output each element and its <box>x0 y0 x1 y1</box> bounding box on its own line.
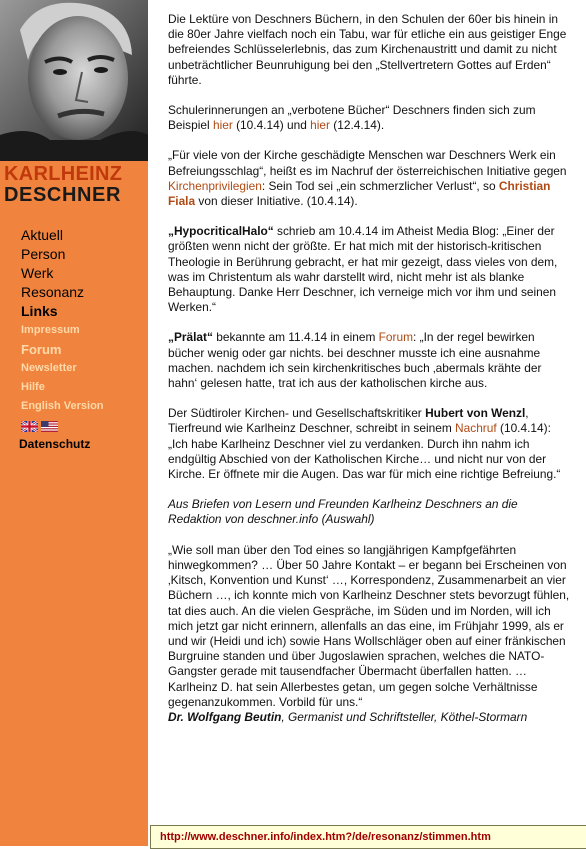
paragraph-wenzl <box>168 406 572 482</box>
paragraph-intro: Die Lektüre von Deschners Büchern, in den Schulen der 60er bis hinein in die 80er Jahre vielfach noch ein Tabu, war für etliche ein aus geistiger Enge befreiendes Schlüsselerlebnis, das zum Kirchenaustritt und damit zu nicht unbeträchtlicher Beunruhigung bei den „Stellvertretern Gottes auf Erden“ führte. <box>168 12 567 87</box>
section-heading-letters: Aus Briefen von Lesern und Freunden Karlheinz Deschners an die Redaktion von deschner.info (Auswahl) <box>168 497 518 527</box>
author-name: „Prälat“ <box>168 330 213 345</box>
text: schrieb am 10.4.14 im Atheist Media Blog: „Einer der größten wenn nicht der größte. Er hat mich mit der historisch-kritischen Theologie in Berührung gebracht, er hat mir gezeigt, dass vieles von dem, was im Christentum als wahr darstellt wird, nicht mehr ist als blanke Behauptung. Danke Herr Deschner, ich verneige mich vor ihm und seinen Werken.“ <box>168 224 558 315</box>
paragraph-kirchenprivilegien <box>168 148 572 209</box>
site-logo[interactable] <box>4 164 144 206</box>
link-forum[interactable]: Forum <box>378 330 414 345</box>
link-kirchenprivilegien[interactable]: Kirchenprivilegien <box>168 178 262 193</box>
text: (10.4.14): „Ich habe Karlheinz Deschner viel zu verdanken. Durch ihn nahm ich endgültig Abschied von der Katholischen Kirche… und nicht nur von der Kirche. Er öffnete mir die Augen. Das war für mich eine richtige Befreiung.“ <box>168 421 561 482</box>
text: Der Südtiroler Kirchen- und Gesellschaftskritiker <box>168 406 426 421</box>
status-url: http://www.deschner.info/index.htm?/de/resonanz/stimmen.htm <box>160 831 491 843</box>
link-url-tooltip <box>150 825 586 849</box>
us-flag-icon[interactable] <box>41 419 58 437</box>
nav-impressum[interactable]: Impressum <box>21 324 80 336</box>
author-name: Hubert von Wenzl <box>425 406 526 421</box>
text: , Tierfreund wie Karlheinz Deschner, schreibt in seinem <box>168 406 529 436</box>
text: bekannte am 11.4.14 in einem <box>212 330 379 345</box>
paragraph-praelat <box>168 330 572 391</box>
main-content <box>168 12 572 725</box>
paragraph-beutin-letter: „Wie soll man über den Tod eines so langjährigen Kampfgefährten hinwegkommen? … Über 50 Jahre Kontakt – er begann bei Erscheinen von ‚Kitsch, Konvention und Kunst‘ …, Korrespondenz, Zusammenarbeit an vier Büchern …, ich konnte mich von Karlheinz Deschner stets bevorzugt fühlen, tat dies auch. An die vielen Gespräche, im Süden und im Norden, will ich mich jetzt gar nicht erinnern, allenfalls an das eine, im Frühjahr 1999, als er und wir (Heidi und ich) sowie Hans Wollschläger oben auf einer fränkischen Burgruine standen und über Jugoslawien sprachen, welches die NATO-Gangster gerade mit tausendfacher Übermacht überfallen hatten. … Karlheinz D. hat sein Allerbestes getan, um gegen solche Verhältnisse gegenanzukommen. Vorbild für uns.“ <box>168 542 570 709</box>
text: „Für viele von der Kirche geschädigte Menschen war Deschners Werk ein Befreiungsschlag“, heißt es im Nachruf der österreichischen Initiative gegen <box>168 148 567 178</box>
text: (12.4.14). <box>329 118 385 133</box>
main-nav <box>21 226 104 416</box>
text: : Sein Tod sei „ein schmerzlicher Verlust“, so <box>261 178 499 193</box>
text: : „In der regel bewirken bücher wenig oder gar nichts. bei deschner musste ich eine ausnahme machen. nachdem ich sein kirchenkritisches buch ‚abermals krähte der hahn‘ gelesen hatte, trat ich aus der katholischen kirche aus. <box>168 330 542 391</box>
text: Schulerinnerungen an „verbotene Bücher“ Deschners finden sich zum Beispiel <box>168 103 536 133</box>
logo-lastname: DESCHNER <box>4 184 122 206</box>
link-christian-fiala[interactable]: Christian Fiala <box>168 178 551 209</box>
nav-newsletter[interactable]: Newsletter <box>21 362 77 374</box>
text: von dieser Initiative. (10.4.14). <box>195 194 358 209</box>
nav-datenschutz[interactable]: Datenschutz <box>19 437 91 451</box>
language-flags <box>21 419 58 437</box>
signature-beutin <box>168 710 572 725</box>
link-nachruf[interactable]: Nachruf <box>455 421 497 436</box>
author-name: Dr. Wolfgang Beutin <box>168 709 282 724</box>
paragraph-hypocriticalhalo <box>168 224 572 315</box>
paragraph-school-memories <box>168 103 572 133</box>
nav-werk[interactable]: Werk <box>21 265 54 281</box>
author-portrait <box>0 0 148 161</box>
link-hier-2[interactable]: hier <box>310 118 330 133</box>
nav-forum[interactable]: Forum <box>21 342 62 357</box>
text: (10.4.14) und <box>232 118 311 133</box>
nav-person[interactable]: Person <box>21 246 66 262</box>
author-name: „HypocriticalHalo“ <box>168 224 274 239</box>
nav-aktuell[interactable]: Aktuell <box>21 227 64 243</box>
sidebar <box>0 0 148 846</box>
logo-firstname: KARLHEINZ <box>4 163 123 185</box>
nav-english-version[interactable]: English Version <box>21 400 104 412</box>
link-hier-1[interactable]: hier <box>212 118 233 133</box>
nav-links[interactable]: Links <box>21 303 58 319</box>
uk-flag-icon[interactable] <box>21 419 38 437</box>
nav-resonanz[interactable]: Resonanz <box>21 284 85 300</box>
nav-hilfe[interactable]: Hilfe <box>21 381 45 393</box>
text: , Germanist und Schriftsteller, Köthel-Stormarn <box>281 709 528 724</box>
